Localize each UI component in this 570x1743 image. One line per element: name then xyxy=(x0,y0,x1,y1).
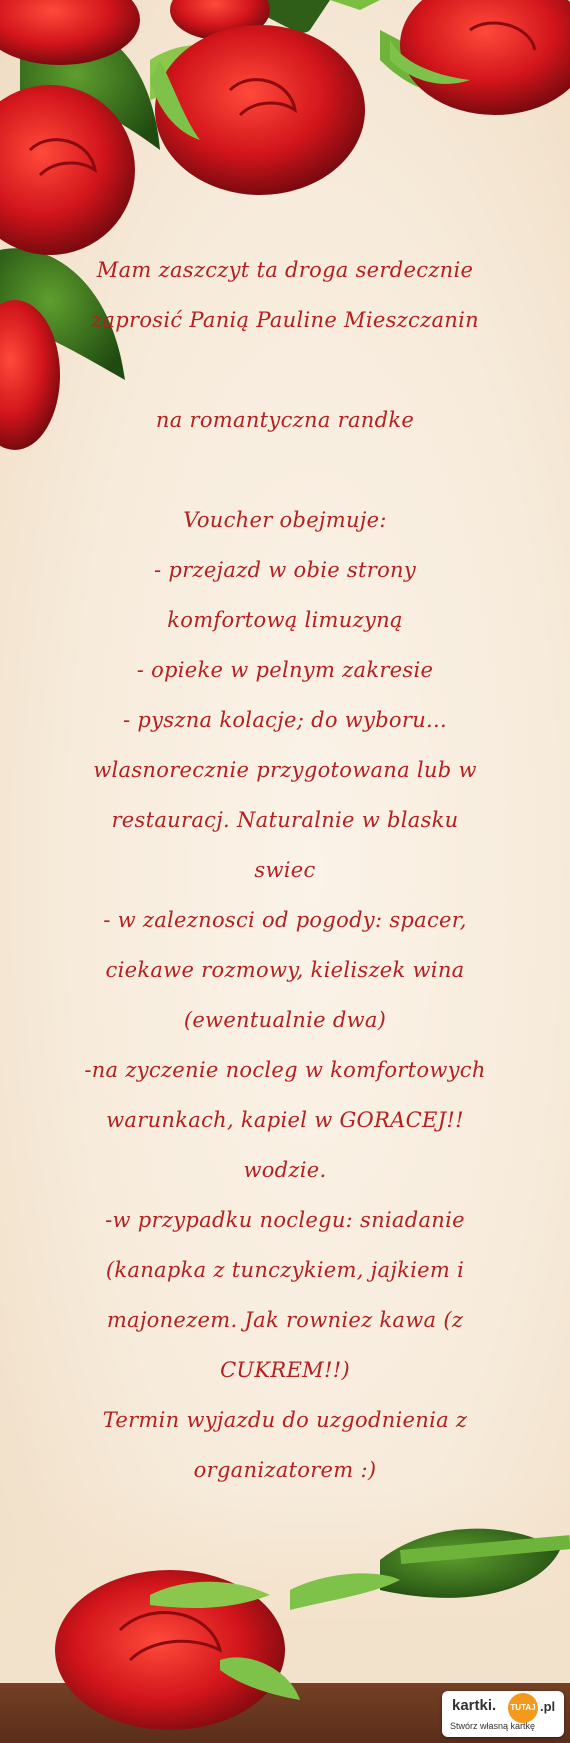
text-line: komfortową limuzyną xyxy=(167,608,403,632)
text-line: (kanapka z tunczykiem, jajkiem i xyxy=(105,1258,465,1282)
text-line: na romantyczna randke xyxy=(155,408,415,432)
text-line: majonezem. Jak rowniez kawa (z xyxy=(106,1308,464,1332)
text-line: - przejazd w obie strony xyxy=(154,558,416,582)
text-line: - opieke w pelnym zakresie xyxy=(136,658,434,682)
text-line: (ewentualnie dwa) xyxy=(183,1008,387,1032)
invitation-text xyxy=(70,245,500,1495)
text-line: restauracj. Naturalnie w blasku xyxy=(111,808,459,832)
text-line: ciekawe rozmowy, kieliszek wina xyxy=(105,958,465,982)
text-line: - w zaleznosci od pogody: spacer, xyxy=(103,908,467,932)
text-line: Mam zaszczyt ta droga serdecznie xyxy=(96,258,474,282)
text-line: Termin wyjazdu do uzgodnienia z xyxy=(102,1408,468,1432)
text-line: wodzie. xyxy=(243,1158,327,1182)
kartki-tutaj-logo[interactable] xyxy=(442,1691,564,1737)
logo-tagline: Stwórz własną kartkę xyxy=(450,1721,536,1731)
text-line: warunkach, kapiel w GORACEJ!! xyxy=(106,1108,464,1132)
logo-suffix: .pl xyxy=(540,1699,556,1714)
text-line xyxy=(70,345,500,395)
text-line: zaprosić Panią Pauline Mieszczanin xyxy=(91,308,479,332)
text-line: Voucher obejmuje: xyxy=(183,508,387,532)
text-line: CUKREM!!) xyxy=(220,1358,350,1382)
logo-main-text: kartki. xyxy=(452,1697,497,1714)
text-line: -w przypadku noclegu: sniadanie xyxy=(105,1208,465,1232)
text-line: wlasnorecznie przygotowana lub w xyxy=(93,758,477,782)
logo-badge: TUTAJ xyxy=(508,1693,538,1723)
text-line xyxy=(70,445,500,495)
text-line: swiec xyxy=(254,858,316,882)
text-line: -na zyczenie nocleg w komfortowych xyxy=(84,1058,486,1082)
text-line: - pyszna kolacje; do wyboru... xyxy=(123,708,447,732)
text-line: organizatorem :) xyxy=(193,1458,377,1482)
